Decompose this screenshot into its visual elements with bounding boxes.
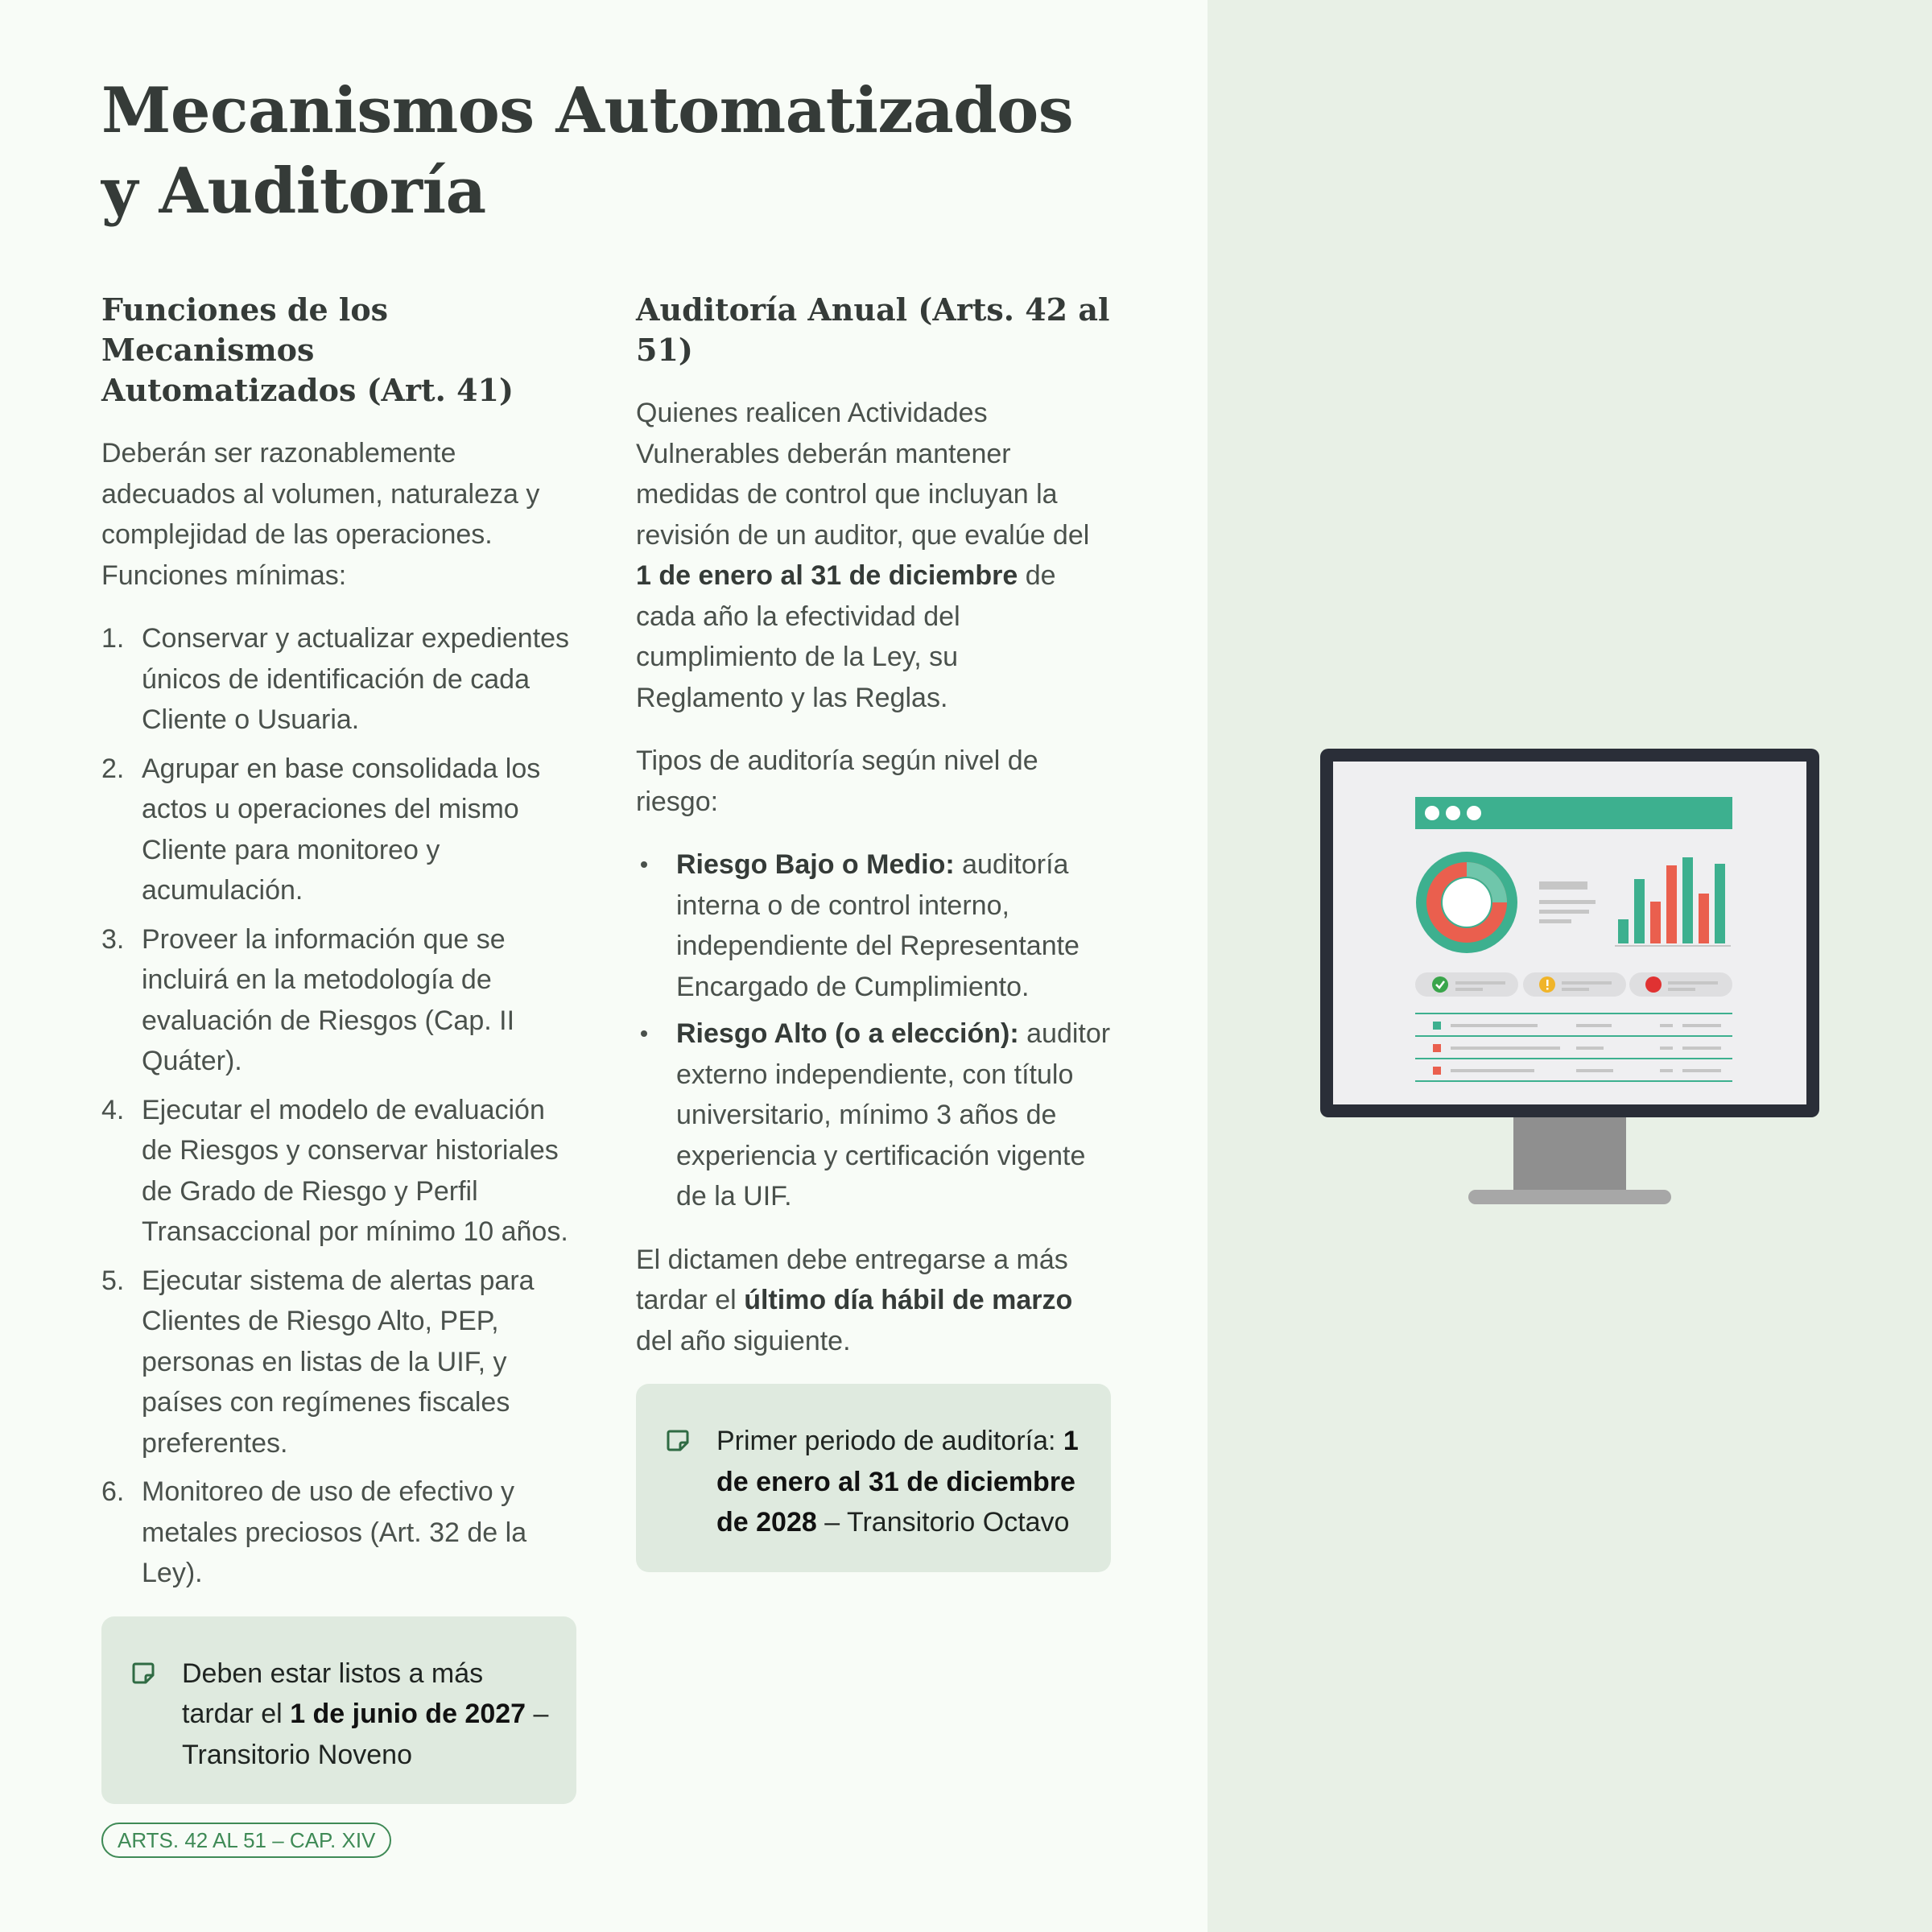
window-header-bar: [1415, 797, 1732, 829]
list-item-text: Proveer la información que se incluirá en la metodología de evaluación de Riesgos (Cap. II Quáter).: [142, 923, 515, 1076]
bar-chart-bar: [1634, 879, 1645, 943]
list-item: [101, 749, 576, 911]
page-title: Mecanismos Automatizados y Auditoría: [101, 74, 1074, 228]
list-item-number: 5.: [101, 1265, 125, 1296]
list-item: [636, 1013, 1111, 1217]
bar-chart-baseline: [1615, 945, 1731, 947]
donut-chart-hole: [1443, 878, 1491, 927]
bullet-icon: [641, 861, 647, 868]
deadline-note: [101, 1616, 576, 1805]
list-item: [101, 1261, 576, 1464]
note-date: 1 de enero al 31 de diciembre de 2028: [716, 1426, 1079, 1538]
note-text: Primer periodo de auditoría:: [716, 1426, 1063, 1456]
check-icon: [1432, 976, 1448, 993]
audit-paragraph: [636, 393, 1111, 718]
list-item: [101, 1472, 576, 1594]
functions-list: [101, 618, 576, 1594]
bullet-icon: [641, 1030, 647, 1037]
risk-level-label: Riesgo Alto (o a elección):: [676, 1018, 1019, 1049]
bar-chart-bar: [1715, 864, 1725, 943]
audit-types-intro: Tipos de auditoría según nivel de riesgo:: [636, 745, 1038, 817]
report-deadline-paragraph: [636, 1240, 1111, 1362]
window-dot-icon: [1467, 806, 1481, 820]
report-deadline-date: último día hábil de marzo: [744, 1285, 1073, 1315]
list-item-text: Ejecutar el modelo de evaluación de Riesgos y conservar historiales de Grado de Riesgo y Perfil Transaccional por mínimo 10 años.: [142, 1094, 568, 1247]
footer-tag: ARTS. 42 AL 51 – CAP. XIV: [101, 1823, 391, 1858]
list-item-number: 3.: [101, 923, 125, 955]
sticky-note-icon: [130, 1660, 156, 1686]
bar-chart-bar: [1699, 894, 1709, 943]
monitor-illustration: [1319, 749, 1821, 1208]
table-divider: [1415, 1013, 1732, 1014]
table-divider: [1415, 1080, 1732, 1082]
list-item-text: Ejecutar sistema de alertas para Clientes de Riesgo Alto, PEP, personas en listas de la UIF, y países con regímenes fiscales preferentes.: [142, 1265, 535, 1459]
window-dot-icon: [1446, 806, 1460, 820]
note-source: – Transitorio Octavo: [816, 1507, 1070, 1538]
risk-levels-list: [636, 844, 1111, 1217]
risk-level-label: Riesgo Bajo o Medio:: [676, 849, 955, 880]
bar-chart-bar: [1650, 902, 1661, 943]
list-item: [636, 844, 1111, 1007]
list-item: [101, 919, 576, 1082]
legend-line: [1539, 881, 1587, 890]
list-item: [101, 1090, 576, 1253]
bar-chart-bar: [1682, 857, 1693, 943]
list-item: [101, 618, 576, 741]
error-icon: [1645, 976, 1662, 993]
left-intro: Deberán ser razonablemente adecuados al volumen, naturaleza y complejidad de las operaciones. Funciones mínimas:: [101, 438, 540, 591]
list-item-number: 6.: [101, 1476, 125, 1507]
bar-chart-bar: [1618, 919, 1629, 943]
note-date: 1 de junio de 2027: [290, 1699, 526, 1729]
audit-paragraph-text: Quienes realicen Actividades Vulnerables deberán mantener medidas de control que incluyan la revisión de un auditor, que evalúe del: [636, 398, 1090, 551]
table-row-marker: [1433, 1044, 1441, 1052]
risk-level-text: auditor externo independiente, con título universitario, mínimo 3 años de experiencia y certificación vigente de la UIF.: [676, 1018, 1111, 1212]
monitor-stand-base: [1468, 1190, 1671, 1204]
risk-level-text: auditoría interna o de control interno, independiente del Representante Encargado de Cumplimiento.: [676, 849, 1080, 1002]
audit-paragraph-text-end: de cada año la efectividad del cumplimiento de la Ley, su Reglamento y las Reglas.: [636, 560, 1056, 713]
right-column: [636, 290, 1111, 1572]
list-item-text: Conservar y actualizar expedientes únicos de identificación de cada Cliente o Usuaria.: [142, 623, 570, 735]
table-divider: [1415, 1035, 1732, 1037]
sticky-note-icon: [665, 1427, 691, 1453]
bar-chart-bar: [1666, 865, 1677, 943]
list-item-text: Monitoreo de uso de efectivo y metales preciosos (Art. 32 de la Ley).: [142, 1476, 527, 1588]
window-dot-icon: [1425, 806, 1439, 820]
legend-line: [1539, 910, 1589, 914]
legend-line: [1539, 919, 1571, 923]
first-period-note: [636, 1384, 1111, 1572]
table-row-marker: [1433, 1067, 1441, 1075]
list-item-number: 1.: [101, 623, 125, 654]
table-row-marker: [1433, 1022, 1441, 1030]
list-item-number: 2.: [101, 753, 125, 784]
list-item-number: 4.: [101, 1094, 125, 1125]
legend-line: [1539, 900, 1596, 904]
report-deadline-text: El dictamen debe entregarse a más tardar el: [636, 1244, 1068, 1315]
note-source: – Transitorio Noveno: [182, 1699, 549, 1770]
right-heading: Auditoría Anual (Arts. 42 al 51): [636, 291, 1110, 368]
monitor-stand-neck: [1513, 1115, 1626, 1191]
left-column: [101, 290, 576, 1804]
audit-period: 1 de enero al 31 de diciembre: [636, 560, 1018, 591]
left-heading: Funciones de los Mecanismos Automatizados (Art. 41): [101, 291, 514, 408]
report-deadline-text-end: del año siguiente.: [636, 1325, 851, 1356]
note-text: Deben estar listos a más tardar el: [182, 1657, 484, 1729]
table-divider: [1415, 1058, 1732, 1059]
list-item-text: Agrupar en base consolidada los actos u operaciones del mismo Cliente para monitoreo y acumulación.: [142, 753, 541, 906]
